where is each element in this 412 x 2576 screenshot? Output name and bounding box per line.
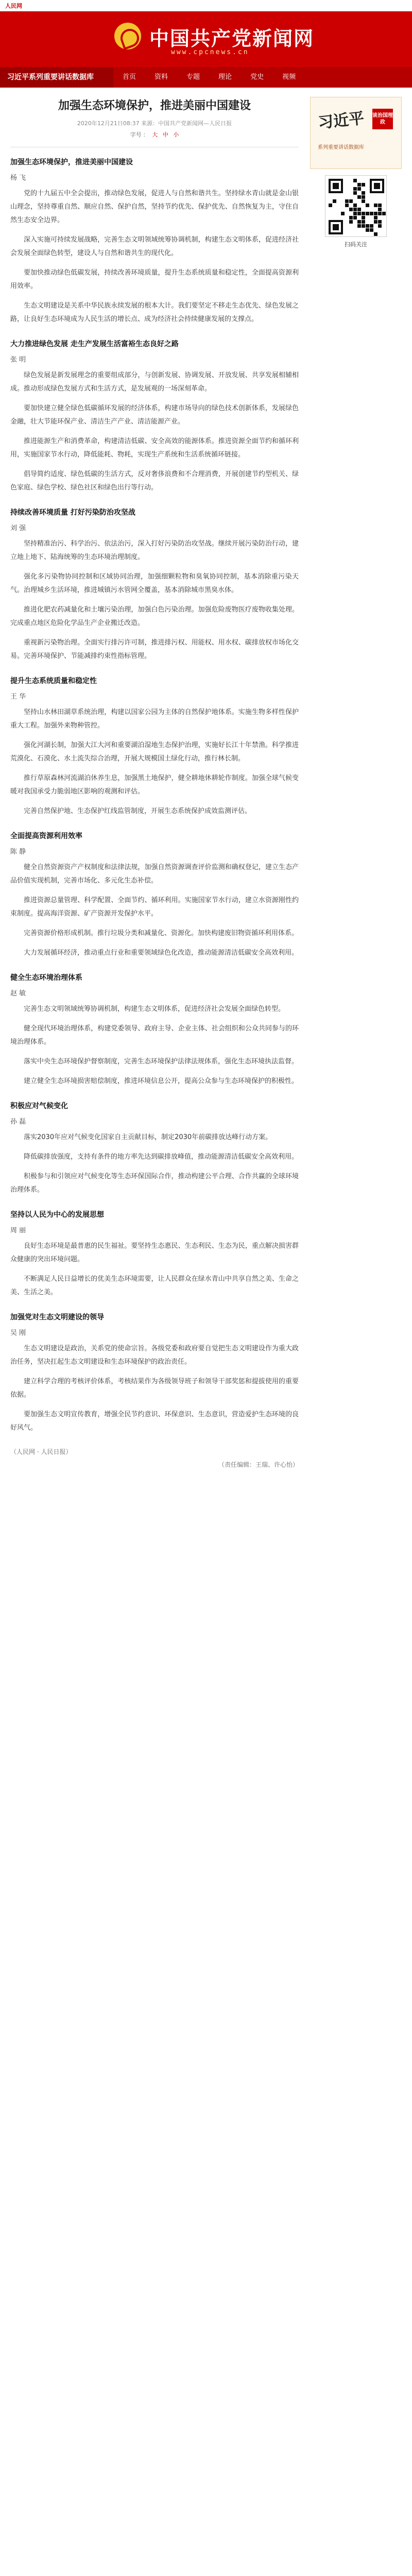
article-section <box>10 1209 299 1299</box>
paragraph: 生态文明建设是政治，关系党的使命宗旨。各级党委和政府要自觉把生态文明建设作为重大政治任务，坚决扛起生态文明建设和生态环境保护的政治责任。 <box>10 1345 299 1366</box>
promo-seal: 谈治国理政 <box>372 109 393 129</box>
paragraph: 健全自然资源资产产权制度和法律法规，加强自然资源调查评价监测和确权登记，建立生态产品价值实现机制，完善市场化、多元化生态补偿。 <box>10 863 299 885</box>
qr-module <box>357 212 361 215</box>
qr-module <box>362 216 365 219</box>
font-size-small[interactable]: 小 <box>173 131 179 138</box>
qr-module <box>357 224 361 228</box>
paragraph: 健全现代环境治理体系，构建党委领导、政府主导、企业主体、社会组织和公众共同参与的环境治理体系。 <box>10 1025 299 1046</box>
qr-module <box>370 224 373 228</box>
paragraph: 推进资源总量管理、科学配置、全面节约、循环利用。实施国家节水行动，建立水资源刚性约束制度。提高海洋资源、矿产资源开发保护水平。 <box>10 896 299 918</box>
sidebar-promo-banner[interactable] <box>310 97 402 169</box>
qr-module <box>378 204 382 207</box>
paragraph: 良好生态环境是最普惠的民生福祉。要坚持生态惠民、生态利民、生态为民，重点解决损害群众健康的突出环境问题。 <box>10 1242 299 1263</box>
article-section <box>10 1100 299 1197</box>
qr-module <box>357 220 361 224</box>
article-section <box>10 507 299 663</box>
nav-item-topics[interactable]: 专题 <box>186 73 200 81</box>
qr-module <box>362 183 365 187</box>
paragraph: 重视新污染物治理。全面实行排污许可制，推进排污权、用能权、用水权、碳排放权市场化交易。完善环境保护、节能减排约束性指标管理。 <box>10 639 299 660</box>
section-title: 提升生态系统质量和稳定性 <box>10 677 97 685</box>
font-size-label: 字号 <box>130 131 142 138</box>
paragraph: 完善自然保护地、生态保护红线监管制度，开展生态系统保护成效监测评估。 <box>24 807 252 815</box>
section-title: 大力推进绿色发展 走生产发展生活富裕生态良好之路 <box>10 340 179 348</box>
promo-title: 习近平 <box>317 109 365 132</box>
article-sections <box>10 157 299 1435</box>
paragraph: 推行草原森林河流湖泊休养生息，加强黑土地保护，健全耕地休耕轮作制度。加强全球气候变暖对我国承受力脆弱地区影响的观测和评估。 <box>10 774 299 795</box>
paragraph: 降低碳排放强度，支持有条件的地方率先达到碳排放峰值，推动能源清洁低碳安全高效利用。 <box>24 1153 299 1161</box>
paragraph: 建立科学合理的考核评价体系，考核结果作为各级领导班子和领导干部奖惩和提拔使用的重要依据。 <box>10 1378 299 1399</box>
qr-module <box>353 179 357 182</box>
paragraph: 完善资源价格形成机制。推行垃圾分类和减量化、资源化。加快构建废旧物资循环利用体系。 <box>24 929 299 937</box>
party-emblem-icon <box>114 23 141 49</box>
nav-item-theory[interactable]: 理论 <box>218 73 232 81</box>
qr-module <box>362 212 365 215</box>
nav-item-materials[interactable]: 资料 <box>154 73 168 81</box>
qr-module <box>374 220 377 224</box>
qr-module <box>374 212 377 215</box>
qr-module <box>378 224 382 228</box>
article-meta: 2020年12月21日08:37 来源：中国共产党新闻网—人民日报 <box>77 120 232 127</box>
site-title[interactable]: 中国共产党新闻网 <box>149 27 315 50</box>
section-byline: 陈 静 <box>10 848 26 856</box>
section-byline: 周 丽 <box>10 1227 26 1234</box>
qr-module <box>370 228 373 232</box>
paragraph: 建立健全生态环境损害赔偿制度，推进环境信息公开，提高公众参与生态环境保护的积极性。 <box>24 1077 299 1085</box>
qr-module <box>382 212 386 215</box>
paragraph: 落实2030年应对气候变化国家自主贡献目标，制定2030年前碳排放达峰行动方案。 <box>24 1133 272 1141</box>
qr-module <box>378 220 382 224</box>
qr-module <box>374 204 377 207</box>
qr-module <box>374 216 377 219</box>
qr-module <box>378 208 382 211</box>
section-title: 全面提高资源利用效率 <box>10 832 82 840</box>
qr-module <box>378 212 382 215</box>
section-byline: 张 明 <box>10 356 26 364</box>
qr-module <box>333 224 339 230</box>
qr-module <box>345 199 349 203</box>
article-section <box>10 675 299 818</box>
qr-module <box>366 204 369 207</box>
main-navbar <box>0 67 412 88</box>
qr-module <box>357 195 361 199</box>
nav-item-video[interactable]: 视频 <box>282 73 296 81</box>
paragraph: 大力发展循环经济，推动重点行业和重要领域绿色化改造，推动能源清洁低碳安全高效利用。 <box>24 949 299 957</box>
paragraph: 完善生态文明领域统筹协调机制，构建生态文明体系，促进经济社会发展全面绿色转型。 <box>24 1005 285 1013</box>
qr-module <box>329 204 332 207</box>
paragraph: 推进化肥农药减量化和土壤污染治理，加强白色污染治理。加强危险废物医疗废物收集处理。完成重点地区危险化学品生产企业搬迁改造。 <box>10 606 299 627</box>
qr-module <box>357 208 361 211</box>
promo-subtitle: 系列重要讲话数据库 <box>318 145 364 150</box>
nav-item-home[interactable]: 首页 <box>123 73 136 81</box>
paragraph: 强化多污染物协同控制和区域协同治理，加强细颗粒物和臭氧协同控制，基本消除重污染天气。治理城乡生活环境，推进城镇污水管网全覆盖，基本消除城市黑臭水体。 <box>10 573 299 594</box>
qr-module <box>353 212 357 215</box>
sidebar <box>310 97 402 1477</box>
qr-module <box>362 224 365 228</box>
qr-module <box>349 208 353 211</box>
section-title: 坚持以人民为中心的发展思想 <box>10 1211 104 1219</box>
paragraph: 不断满足人民日益增长的优美生态环境需要，让人民群众在绿水青山中共享自然之美、生命之美、生活之美。 <box>10 1275 299 1296</box>
paragraph: 坚持山水林田湖草系统治理，构建以国家公园为主体的自然保护地体系。实施生物多样性保护重大工程。加强外来物种管控。 <box>10 708 299 730</box>
paragraph: 要加快推动绿色低碳发展，持续改善环境质量，提升生态系统质量和稳定性，全面提高资源利用效率。 <box>10 269 299 290</box>
qr-module <box>357 187 361 191</box>
qr-module <box>362 199 365 203</box>
qr-module <box>353 216 357 219</box>
section-title: 健全生态环境治理体系 <box>10 974 82 982</box>
section-byline: 孙 磊 <box>10 1118 26 1126</box>
qr-module <box>333 199 336 203</box>
paragraph: 深入实施可持续发展战略，完善生态文明领域统筹协调机制，构建生态文明体系，促进经济社会发展全面绿色转型，建设人与自然和谐共生的现代化。 <box>10 236 299 257</box>
paragraph: 强化河湖长制，加强大江大河和重要湖泊湿地生态保护治理，实施好长江十年禁渔。科学推进荒漠化、石漠化、水土流失综合治理，开展大规模国土绿化行动，推行林长制。 <box>10 741 299 762</box>
qr-module <box>345 204 349 207</box>
masthead <box>0 11 412 67</box>
qr-module <box>333 183 339 189</box>
qr-module <box>353 187 357 191</box>
article-source: （人民网 · 人民日报） <box>10 1448 72 1455</box>
paragraph: 要加强生态文明宣传教育，增强全民节约意识、环保意识、生态意识，营造爱护生态环境的良好风气。 <box>10 1411 299 1432</box>
font-size-control: 字号 ： 大 中 小 <box>130 131 179 138</box>
nav-item-party-history[interactable]: 党史 <box>250 73 264 81</box>
qr-module <box>366 228 369 232</box>
section-title: 持续改善环境质量 打好污染防治攻坚战 <box>10 509 135 517</box>
section-name[interactable]: 习近平系列重要讲话数据库 <box>0 67 113 88</box>
article-title: 加强生态环境保护，推进美丽中国建设 <box>58 99 251 112</box>
qr-module <box>349 216 353 219</box>
article-main <box>10 97 299 1477</box>
paragraph: 倡导简约适度、绿色低碳的生活方式，反对奢侈浪费和不合理消费，开展创建节约型机关、绿色家庭、绿色学校、绿色社区和绿色出行等行动。 <box>10 470 299 492</box>
qr-module <box>366 212 369 215</box>
people-logo[interactable]: 人民网 <box>5 2 22 9</box>
article-section <box>10 157 299 326</box>
qr-module <box>357 183 361 187</box>
section-byline: 王 华 <box>10 693 26 701</box>
font-size-large[interactable]: 大 <box>152 131 158 138</box>
section-byline: 赵 敏 <box>10 990 26 997</box>
paragraph: 要加快建立健全绿色低碳循环发展的经济体系，构建市场导向的绿色技术创新体系，发展绿色金融，壮大节能环保产业、清洁生产产业、清洁能源产业。 <box>10 404 299 426</box>
qr-code <box>325 175 387 237</box>
article-section <box>10 338 299 495</box>
content-area <box>10 88 402 1477</box>
site-url: www.cpcnews.cn <box>171 48 249 56</box>
qr-module <box>366 224 369 228</box>
paragraph: 党的十九届五中全会提出，推动绿色发展，促进人与自然和谐共生。坚持绿水青山就是金山银山理念，坚持尊重自然、顺应自然、保护自然，坚持节约优先、保护优先、自然恢复为主，守住自然生态安全边界。 <box>10 190 299 224</box>
qr-module <box>362 195 365 199</box>
article-section <box>10 972 299 1088</box>
paragraph: 绿色发展是新发展理念的重要组成部分，与创新发展、协调发展、开放发展、共享发展相辅相成。推动形成绿色发展方式和生活方式，是发展观的一场深刻革命。 <box>10 371 299 393</box>
qr-module <box>374 183 380 189</box>
qr-module <box>349 220 353 224</box>
qr-module <box>341 212 345 215</box>
font-size-medium[interactable]: 中 <box>162 131 168 138</box>
article-section <box>10 831 299 960</box>
paragraph: 落实中央生态环境保护督察制度，完善生态环境保护法律法规体系，强化生态环境执法监督。 <box>24 1058 299 1065</box>
section-byline: 吴 刚 <box>10 1329 26 1337</box>
paragraph: 坚持精准治污、科学治污、依法治污，深入打好污染防治攻坚战。继续开展污染防治行动，建立地上地下、陆海统筹的生态环境治理制度。 <box>10 540 299 561</box>
qr-module <box>370 212 373 215</box>
section-byline: 杨 飞 <box>10 174 26 182</box>
top-utility-bar <box>0 0 412 11</box>
qr-module <box>353 208 357 211</box>
qr-module <box>362 191 365 195</box>
qr-module <box>349 199 353 203</box>
paragraph: 生态文明建设是关系中华民族永续发展的根本大计。我们要坚定不移走生态优先、绿色发展之路，让良好生态环境成为人民生活的增长点、成为经济社会持续健康发展的支撑点。 <box>10 302 299 323</box>
article-section <box>10 1312 299 1435</box>
section-byline: 刘 强 <box>10 524 26 532</box>
qr-caption: 扫码关注 <box>345 241 367 248</box>
qr-module <box>362 220 365 224</box>
paragraph: 积极参与和引领应对气候变化等生态环保国际合作，推动构建公平合理、合作共赢的全球环境治理体系。 <box>10 1173 299 1194</box>
qr-module <box>353 204 357 207</box>
qr-module <box>353 191 357 195</box>
section-title: 加强生态环境保护，推进美丽中国建设 <box>10 158 133 166</box>
section-title: 积极应对气候变化 <box>10 1102 68 1110</box>
section-title: 加强党对生态文明建设的领导 <box>10 1313 104 1321</box>
paragraph: 推进能源生产和消费革命，构建清洁低碳、安全高效的能源体系。推进资源全面节约和循环利用，实施国家节水行动，降低能耗、物耗，实现生产系统和生活系统循环链接。 <box>10 437 299 459</box>
qr-module <box>374 232 377 236</box>
article-editor: （责任编辑：王瑞、许心怡） <box>218 1461 299 1468</box>
